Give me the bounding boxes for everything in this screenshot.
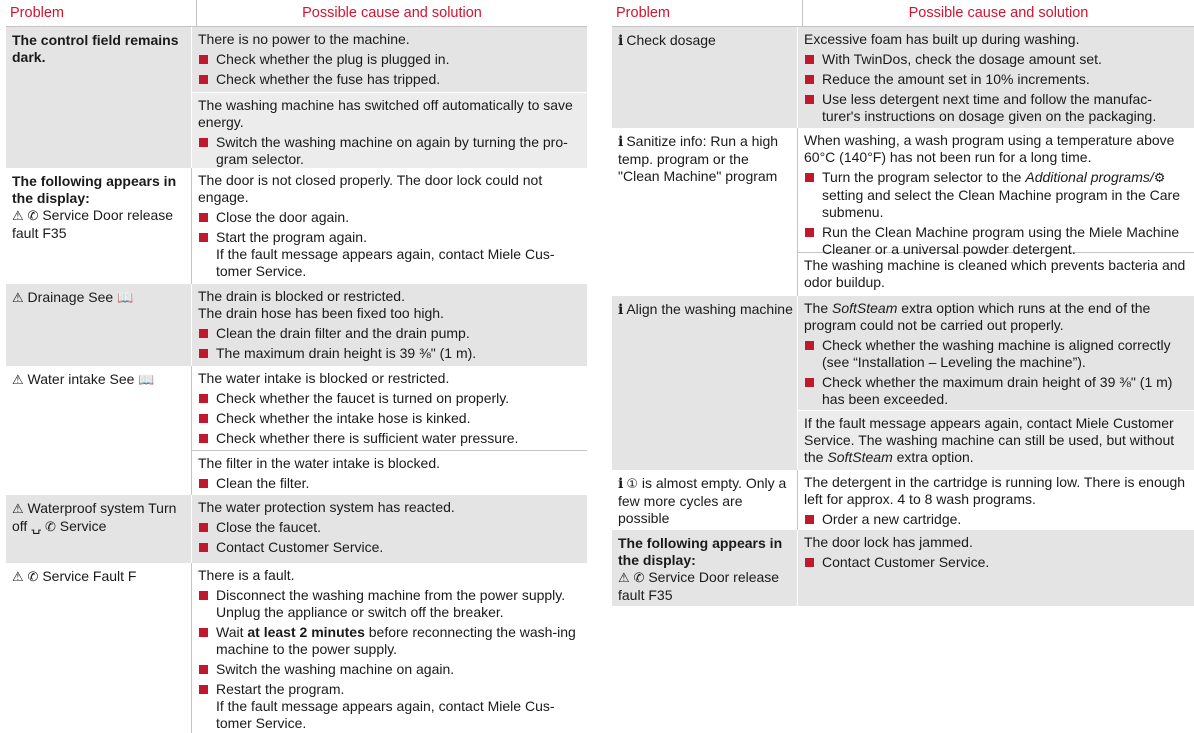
list-item: Clean the filter. xyxy=(198,475,581,492)
problem-cell: ⚠ Drainage See 📖 xyxy=(6,284,192,366)
faucet-icon: ⍽ xyxy=(31,520,42,535)
list-item: Reduce the amount set in 10% increments. xyxy=(804,71,1188,88)
list-item: Check whether there is sufficient water pressure. xyxy=(198,430,581,447)
list-item: Close the door again. xyxy=(198,209,581,226)
table-row xyxy=(612,27,1194,128)
list-item: Order a new cartridge. xyxy=(804,511,1188,528)
cause-cell: The water intake is blocked or restricted. Check whether the faucet is turned on properly. Check whether the intake hose is kinked. Check whether there is sufficient water pressure. xyxy=(192,366,587,450)
problem-cell: i Align the washing machine xyxy=(612,296,798,470)
warning-icon: ⚠ xyxy=(12,291,24,306)
header-problem: Problem xyxy=(6,0,197,26)
problem-cell: ⚠ Waterproof system Turn off ⍽ ✆ Service xyxy=(6,495,192,563)
list-item: Wait at least 2 minutes before reconnecting the wash-ing machine to the power supply. xyxy=(198,624,581,658)
table-header xyxy=(6,0,587,27)
problem-cell: The following appears in the display: ⚠ ✆ Service Door release fault F35 xyxy=(6,168,192,284)
cause-cell: The washing machine is cleaned which prevents bacteria and odor buildup. xyxy=(798,252,1194,296)
cause-cell: The drain is blocked or restricted. The drain hose has been fixed too high. Clean the drain filter and the drain pump. The maximum drain height is 39 ⅜" (1 m). xyxy=(192,284,587,366)
header-problem: Problem xyxy=(612,0,803,26)
table-row xyxy=(612,470,1194,530)
cause-cell: The washing machine has switched off automatically to save energy. Switch the washing machine on again by turning the pro-gram selector. xyxy=(192,92,587,168)
problem-cell: The following appears in the display: ⚠ ✆ Service Door release fault F35 xyxy=(612,530,798,606)
list-item: Clean the drain filter and the drain pump. xyxy=(198,325,581,342)
table-row xyxy=(6,168,587,284)
problem-cell: ⚠ Water intake See 📖 xyxy=(6,366,192,495)
problem-cell: i Sanitize info: Run a high temp. program or the "Clean Machine" program xyxy=(612,128,798,296)
table-row xyxy=(6,366,587,495)
cause-cell: The door is not closed properly. The door lock could not engage. Close the door again. Start the program again. If the fault message appears again, contact Miele Cus-tomer Service. xyxy=(192,168,587,284)
list-item: Check whether the maximum drain height of 39 ⅜" (1 m) has been exceeded. xyxy=(804,374,1188,408)
cause-cell: The detergent in the cartridge is running low. There is enough left for approx. 4 to 8 wash programs. Order a new cartridge. xyxy=(798,470,1194,530)
troubleshooting-table-left xyxy=(6,0,587,733)
list-item: Disconnect the washing machine from the power supply. Unplug the appliance or switch off the breaker. xyxy=(198,587,581,621)
table-row xyxy=(6,495,587,563)
list-item: Start the program again. If the fault message appears again, contact Miele Cus-tomer Service. xyxy=(198,229,581,280)
table-row xyxy=(6,284,587,366)
manual-book-icon: 📖 xyxy=(117,291,134,306)
troubleshooting-table-right xyxy=(612,0,1194,606)
list-item: Close the faucet. xyxy=(198,519,581,536)
list-item: Turn the program selector to the Additional programs/⚙ setting and select the Clean Machine program in the Care submenu. xyxy=(804,169,1188,221)
table-header xyxy=(612,0,1194,27)
list-item: Contact Customer Service. xyxy=(804,554,1188,571)
cause-cell: The door lock has jammed. Contact Customer Service. xyxy=(798,530,1194,606)
cause-cell: The SoftSteam extra option which runs at the end of the program could not be carried out properly. Check whether the washing machine is aligned correctly (see “Installation – Leveling the machine”). Check whether the maximum drain height of 39 ⅜" (1 m) has been exceeded. xyxy=(798,296,1194,410)
warning-icon: ⚠ xyxy=(12,373,24,388)
list-item: Contact Customer Service. xyxy=(198,539,581,556)
table-row xyxy=(612,530,1194,606)
phone-icon: ✆ xyxy=(44,520,56,535)
list-item: Check whether the fuse has tripped. xyxy=(198,71,581,88)
cartridge-one-icon: ① xyxy=(626,477,638,492)
info-icon: i xyxy=(618,134,624,150)
phone-icon: ✆ xyxy=(27,570,39,585)
problem-cell: ⚠ ✆ Service Fault F xyxy=(6,563,192,733)
list-item: Use less detergent next time and follow the manufac-turer's instructions on dosage given on the packaging. xyxy=(804,91,1188,125)
list-item: Switch the washing machine on again. xyxy=(198,661,581,678)
phone-icon: ✆ xyxy=(633,571,645,586)
phone-icon: ✆ xyxy=(27,209,39,224)
cause-cell: When washing, a wash program using a temperature above 60°C (140°F) has not been run for a long time. Turn the program selector to the Additional programs/⚙ setting and select the Clean Machine program in the Care submenu. Run the Clean Machine program using the Miele Machine Cleaner or a universal powder detergent. xyxy=(798,128,1194,252)
info-icon: i xyxy=(618,476,624,492)
table-row xyxy=(6,27,587,168)
info-icon: i xyxy=(618,33,624,49)
problem-cell: The control field remains dark. xyxy=(6,27,192,168)
cause-cell: There is a fault. Disconnect the washing machine from the power supply. Unplug the appliance or switch off the breaker. Wait at least 2 minutes before reconnecting the wash-ing machine to the power supply. Switch the washing machine on again. Restart the program. If the fault message appears again, contact Miele Cus-tomer Service. xyxy=(192,563,587,733)
problem-cell: i Check dosage xyxy=(612,27,798,128)
cause-cell: The water protection system has reacted. Close the faucet. Contact Customer Service. xyxy=(192,495,587,563)
warning-icon: ⚠ xyxy=(618,571,630,586)
manual-book-icon: 📖 xyxy=(138,373,155,388)
list-item: Check whether the plug is plugged in. xyxy=(198,51,581,68)
info-icon: i xyxy=(618,302,624,318)
table-row xyxy=(612,128,1194,296)
warning-icon: ⚠ xyxy=(12,209,24,224)
list-item: With TwinDos, check the dosage amount set. xyxy=(804,51,1188,68)
table-row xyxy=(612,296,1194,470)
cause-cell: If the fault message appears again, contact Miele Customer Service. The washing machine can still be used, but without the SoftSteam extra option. xyxy=(798,410,1194,470)
list-item: Check whether the washing machine is aligned correctly (see “Installation – Leveling the machine”). xyxy=(804,337,1188,371)
list-item: Check whether the faucet is turned on properly. xyxy=(198,390,581,407)
problem-cell: i ① is almost empty. Only a few more cycles are possible xyxy=(612,470,798,530)
header-cause: Possible cause and solution xyxy=(302,5,482,21)
warning-icon: ⚠ xyxy=(12,570,24,585)
gear-icon: ⚙ xyxy=(1153,171,1166,186)
warning-icon: ⚠ xyxy=(12,502,24,517)
list-item: Check whether the intake hose is kinked. xyxy=(198,410,581,427)
cause-cell: There is no power to the machine. Check whether the plug is plugged in. Check whether the fuse has tripped. xyxy=(192,27,587,92)
header-cause: Possible cause and solution xyxy=(908,5,1089,21)
list-item: Restart the program. If the fault message appears again, contact Miele Cus-tomer Service. xyxy=(198,681,581,732)
table-row xyxy=(6,563,587,733)
list-item: The maximum drain height is 39 ⅜" (1 m). xyxy=(198,345,581,362)
list-item: Switch the washing machine on again by turning the pro-gram selector. xyxy=(198,134,581,168)
cause-cell: The filter in the water intake is blocked. Clean the filter. xyxy=(192,450,587,495)
list-item: Run the Clean Machine program using the Miele Machine Cleaner or a universal powder detergent. xyxy=(804,224,1188,258)
cause-cell: Excessive foam has built up during washing. With TwinDos, check the dosage amount set. Reduce the amount set in 10% increments. Use less detergent next time and follow the manufac-turer's instructions on dosage given on the packaging. xyxy=(798,27,1194,128)
